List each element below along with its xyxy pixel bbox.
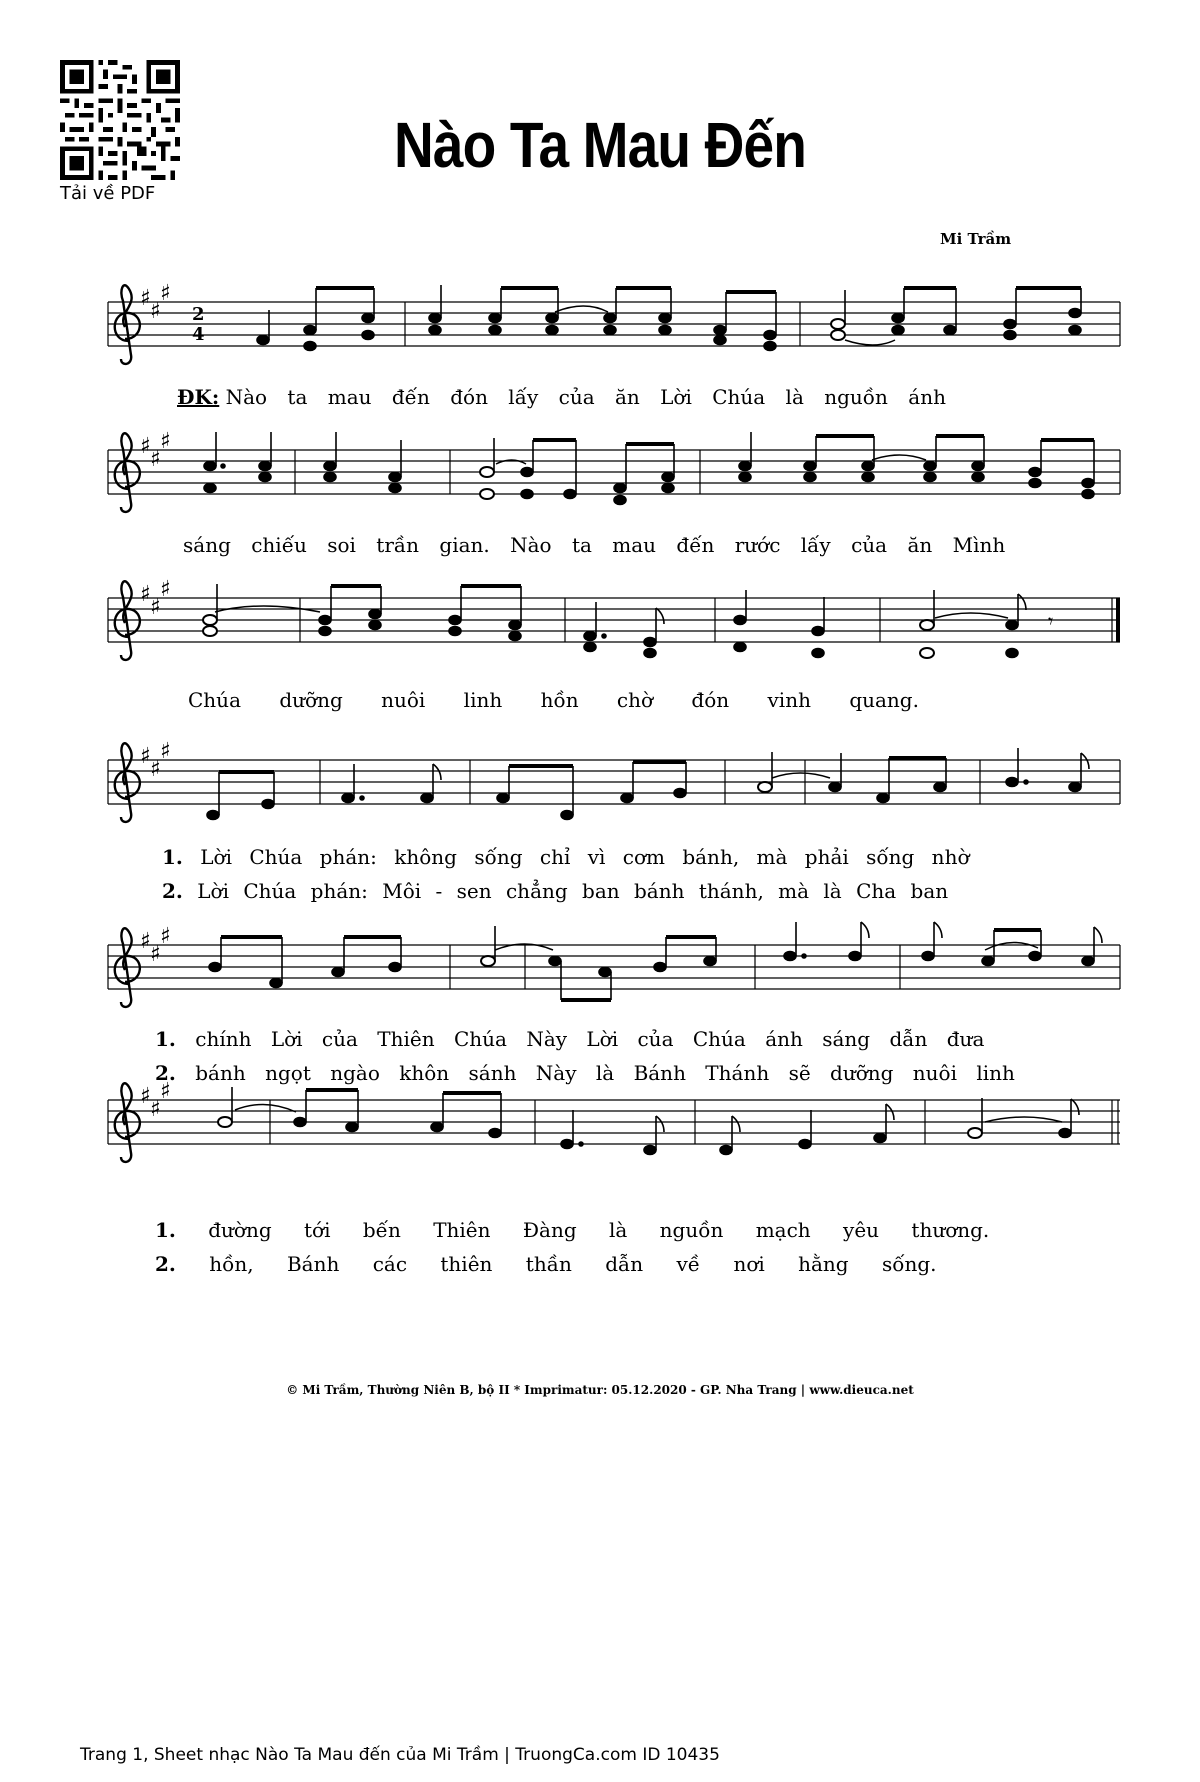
composer: Mi Trầm bbox=[940, 230, 1012, 248]
verse-2-number: 2. bbox=[162, 879, 183, 903]
refrain-line-2: sáng chiếu soi trần gian. Nào ta mau đến rước lấy của ăn Mình bbox=[183, 533, 1006, 557]
verse-1-text-2: chính Lời của Thiên Chúa Này Lời của Chúa ánh sáng dẫn đưa bbox=[195, 1027, 985, 1051]
verse-2-line-1 bbox=[162, 879, 948, 903]
verse-2-text-2: bánh ngọt ngào khôn sánh Này là Bánh Thánh sẽ dưỡng nuôi linh bbox=[195, 1061, 1015, 1085]
verse-1-line-3 bbox=[155, 1218, 989, 1242]
verse-1-line-1 bbox=[162, 845, 970, 869]
verse-2-line-3 bbox=[155, 1252, 937, 1276]
refrain-text-1: Nào ta mau đến đón lấy của ăn Lời Chúa là nguồn ánh bbox=[225, 385, 946, 409]
copyright-notice: © Mi Trầm, Thường Niên B, bộ II * Imprimatur: 05.12.2020 - GP. Nha Trang | www.dieuca.net bbox=[286, 1383, 914, 1397]
verse-2-text-3: hồn, Bánh các thiên thần dẫn về nơi hằng sống. bbox=[209, 1252, 937, 1276]
refrain-line-3: Chúa dưỡng nuôi linh hồn chờ đón vinh quang. bbox=[188, 688, 919, 712]
verse-2-number-2: 2. bbox=[155, 1061, 176, 1085]
svg-text:𝄾: 𝄾 bbox=[1048, 609, 1054, 633]
song-title: Nào Ta Mau Đến bbox=[393, 109, 807, 181]
refrain-marker: ĐK: bbox=[177, 385, 220, 409]
time-sig-bottom: 4 bbox=[192, 324, 205, 345]
page-footer: Trang 1, Sheet nhạc Nào Ta Mau đến của Mi Trầm | TruongCa.com ID 10435 bbox=[80, 1745, 720, 1765]
verse-2-number-3: 2. bbox=[155, 1252, 176, 1276]
verse-1-text-1: Lời Chúa phán: không sống chỉ vì cơm bánh, mà phải sống nhờ bbox=[200, 845, 970, 869]
time-sig-top: 2 bbox=[192, 304, 205, 325]
refrain-line-1 bbox=[177, 385, 946, 409]
verse-1-line-2 bbox=[155, 1027, 984, 1051]
verse-1-number-3: 1. bbox=[155, 1218, 176, 1242]
verse-1-number: 1. bbox=[162, 845, 183, 869]
verse-1-text-3: đường tới bến Thiên Đàng là nguồn mạch yêu thương. bbox=[208, 1218, 990, 1242]
verse-1-number-2: 1. bbox=[155, 1027, 176, 1051]
verse-2-line-2 bbox=[155, 1061, 1015, 1085]
verse-2-text-1: Lời Chúa phán: Môi - sen chẳng ban bánh thánh, mà là Cha ban bbox=[197, 879, 949, 903]
download-pdf-link[interactable]: Tải về PDF bbox=[60, 183, 156, 204]
